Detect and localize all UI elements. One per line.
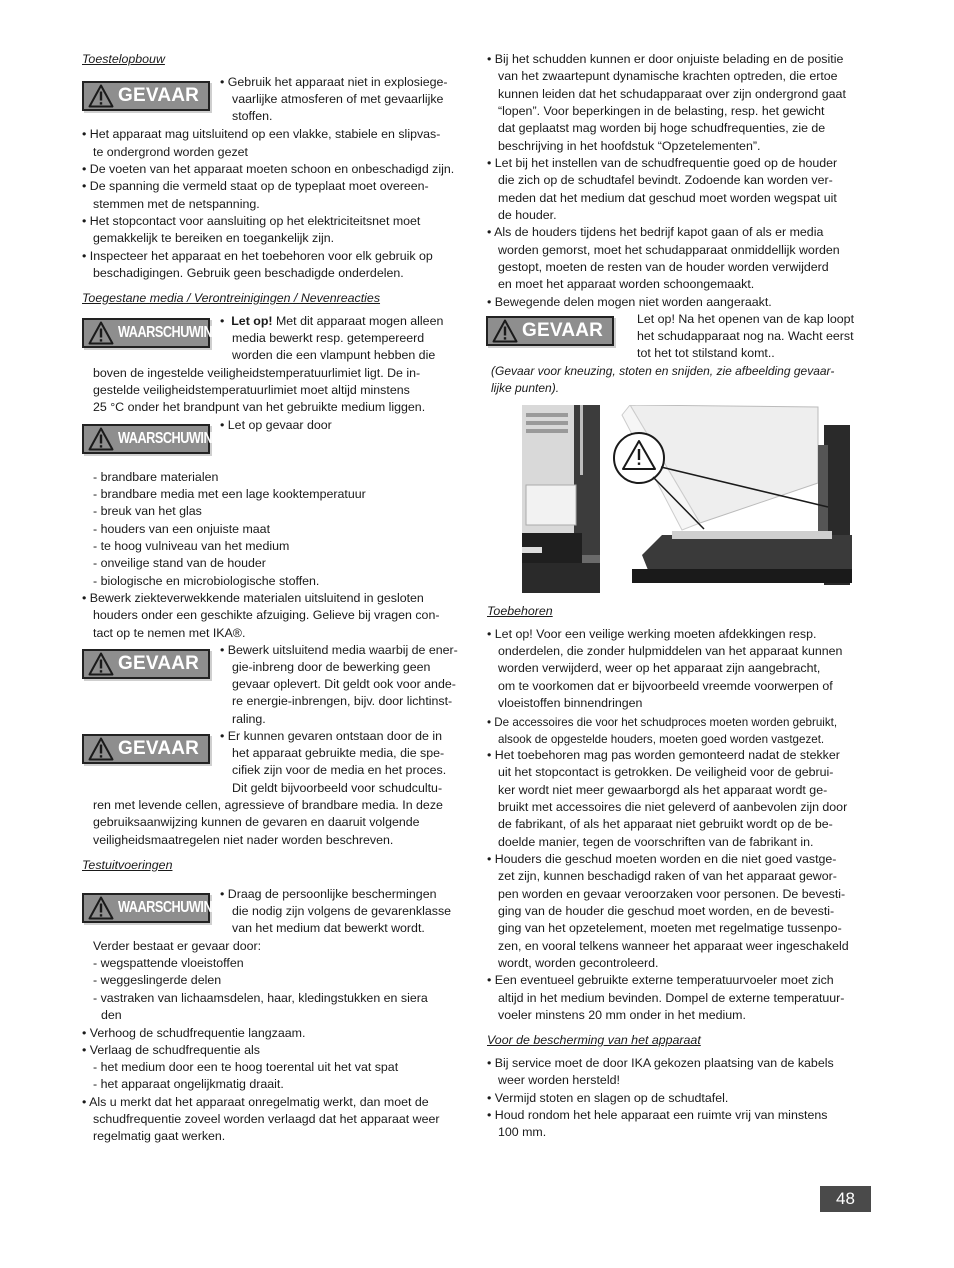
badge-label: WAARSCHUWING (118, 324, 222, 342)
section-heading-toestelopbouw: Toestelopbouw (82, 52, 165, 66)
gevaar-badge (82, 734, 210, 764)
badge-label: WAARSCHUWING (118, 430, 222, 448)
page-number: 48 (820, 1186, 871, 1212)
warning-triangle-icon (88, 427, 114, 451)
warning-triangle-icon (88, 84, 114, 108)
section-heading-media: Toegestane media / Verontreinigingen / Nevenreacties (82, 291, 381, 305)
section-heading-toebehoren: Toebehoren (487, 604, 553, 618)
shaker-hood-pinch-figure (522, 405, 852, 593)
warning-triangle-icon (88, 737, 114, 761)
waarschuwing-badge (82, 318, 222, 348)
badge-label: GEVAAR (118, 85, 200, 107)
gevaar-badge (82, 649, 210, 679)
gevaar-badge (486, 316, 614, 346)
warning-triangle-icon (88, 321, 114, 345)
gevaar-badge (82, 81, 210, 111)
warning-triangle-icon (492, 319, 518, 343)
waarschuwing-badge (82, 893, 222, 923)
badge-label: GEVAAR (522, 320, 604, 342)
warning-triangle-icon (88, 896, 114, 920)
badge-label: GEVAAR (118, 738, 200, 760)
waarschuwing-text-2: • Let op gevaar door (220, 418, 332, 432)
section-heading-bescherming: Voor de bescherming van het apparaat (487, 1033, 701, 1047)
badge-label: WAARSCHUWING (118, 899, 222, 917)
section-heading-testuitvoeringen: Testuitvoeringen (82, 858, 173, 872)
waarschuwing-badge (82, 424, 222, 454)
badge-label: GEVAAR (118, 653, 200, 675)
warning-triangle-icon (88, 652, 114, 676)
